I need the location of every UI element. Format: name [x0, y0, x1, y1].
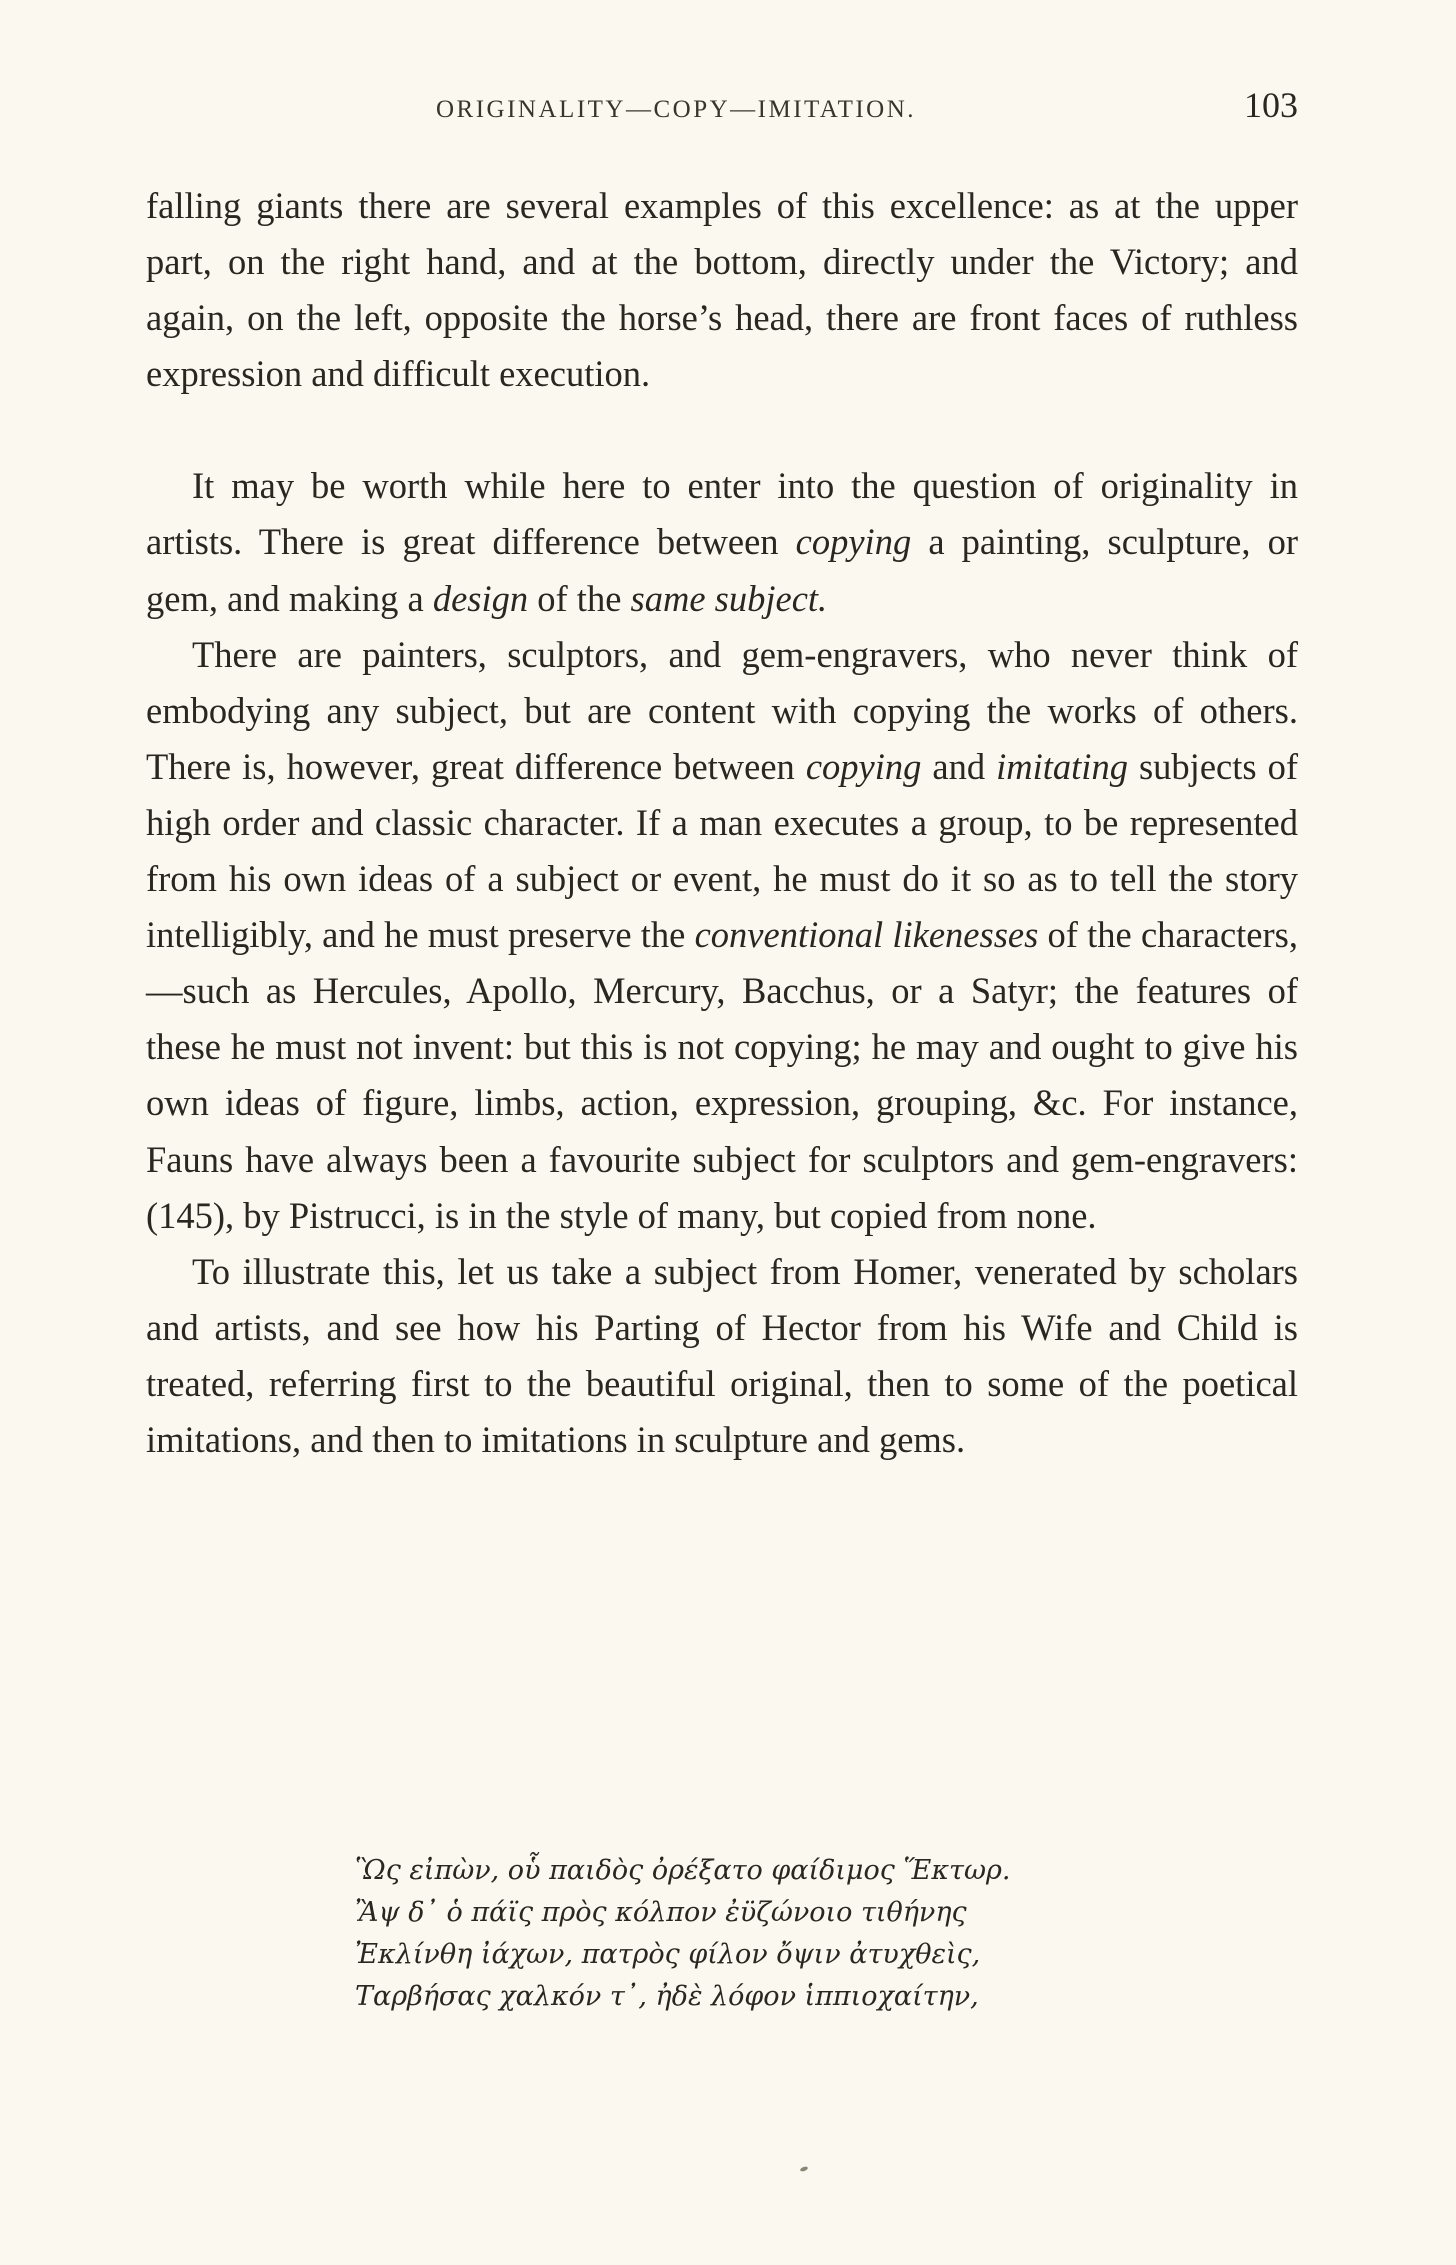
- paragraph-originality: [146, 458, 1298, 626]
- verse-line: Ἐκλίνθη ἰάχων, πατρὸς φίλον ὄψιν ἀτυχθεὶς,: [355, 1939, 981, 1970]
- greek-verse: [355, 1850, 1155, 2018]
- text-run: a painting, sculpture, or gem, and making a: [146, 521, 1298, 619]
- text-run: It may be worth while here to enter into the question of originality in artists. There is great difference between: [146, 465, 1298, 563]
- running-head: [146, 84, 1298, 134]
- verse-line: Ταρβήσας χαλκόν τ᾽, ἠδὲ λόφον ἱππιοχαίτην,: [355, 1981, 979, 2012]
- italic-design: design: [432, 577, 529, 619]
- verse-line: Ὣς εἰπὼν, οὗ παιδὸς ὀρέξατο φαίδιμος Ἕκτωρ.: [355, 1855, 1011, 1886]
- text-run: and: [921, 745, 997, 787]
- paper-speck: [800, 2166, 809, 2172]
- section-gap: [146, 402, 1298, 458]
- italic-same-subject: same subject.: [630, 577, 828, 619]
- page-number: 103: [1244, 85, 1298, 125]
- body-text: [146, 178, 1298, 1468]
- paragraph-copying-imitating: [146, 627, 1298, 1244]
- paragraph-homer: To illustrate this, let us take a subject from Homer, venerated by scholars and artists, and see how his Parting of Hector from his Wife and Child is treated, referring first to the beautiful original, then to some of the poetical imitations, and then to imitations in sculpture and gems.: [146, 1250, 1298, 1460]
- text-run: There are painters, sculptors, and gem-engravers, who never think of embodying any subject, but are content with copying the works of others. There is, however, great difference between: [146, 633, 1298, 787]
- text-run: subjects of high order and classic character. If a man executes a group, to be represented from his own ideas of a subject or event, he must do it so as to tell the story intelligibly, and he must preserve the: [146, 745, 1298, 956]
- italic-copying: copying: [805, 745, 922, 787]
- text-run: of the characters,—such as Hercules, Apollo, Mercury, Bacchus, or a Satyr; the features of these he must not invent: but this is not copying; he may and ought to give his own ideas of figure, limbs, action, expression, grouping, &c. For instance, Fauns have always been a favourite subject for sculptors and gem-engravers: (145), by Pistrucci, is in the style of many, but copied from none.: [146, 914, 1298, 1236]
- italic-imitating: imitating: [996, 745, 1128, 787]
- text-run: of the: [528, 577, 631, 619]
- paragraph-continuation: falling giants there are several examples of this excellence: as at the upper part, on the right hand, and at the bottom, directly under the Victory; and again, on the left, opposite the horse’s head, there are front faces of ruthless expression and difficult execution.: [146, 185, 1298, 395]
- running-title: ORIGINALITY—COPY—IMITATION.: [436, 96, 917, 123]
- italic-conventional-likenesses: conventional likenesses: [694, 914, 1039, 956]
- verse-line: Ἂψ δ᾽ ὁ πάϊς πρὸς κόλπον ἐϋζώνοιο τιθήνης: [355, 1897, 967, 1928]
- italic-copying: copying: [795, 521, 912, 563]
